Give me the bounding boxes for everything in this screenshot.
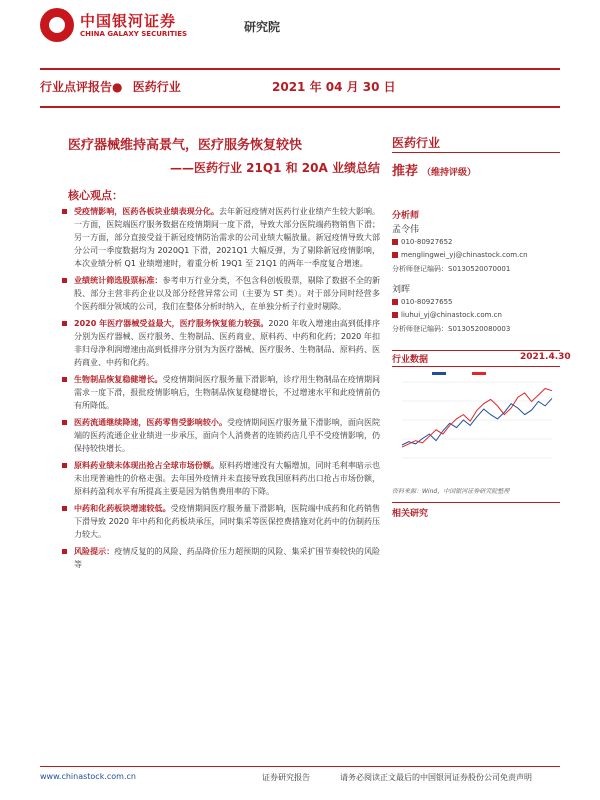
data-rule-bottom (392, 366, 560, 367)
analyst-cert-text: 分析师登记编码：S0130520070001 (392, 265, 511, 273)
analyst-phone-text: 010-80927652 (401, 238, 453, 246)
bullet-text: 疫情反复的的风险、药品降价压力超预期的风险、集采扩围节奏较快的风险等 (74, 547, 381, 569)
related-research-heading: 相关研究 (392, 509, 429, 519)
analyst-email-text[interactable]: menglingwei_yj@chinastock.com.cn (401, 251, 528, 259)
logo-chinese-name: 中国银河证券 (80, 12, 177, 30)
rating (392, 160, 476, 179)
logo-english-name: CHINA GALAXY SECURITIES (80, 30, 188, 38)
list-item (62, 205, 380, 270)
header-rule-bottom (40, 106, 560, 108)
footer-disclaimer: 请务必阅读正文最后的中国银河证券股份公司免责声明 (340, 773, 532, 782)
series-line (402, 389, 552, 448)
analyst-phone (392, 238, 453, 246)
analyst-cert (392, 324, 510, 334)
analyst-phone-text: 010-80927655 (401, 298, 453, 306)
header-rule-top (40, 68, 560, 70)
analyst-email (392, 251, 528, 259)
bullet-text: 2020 年收入增速由高到低排序分别为医疗器械、医疗服务、生物制品、医药商业、原料药、中药和化药；2020 年扣非归母净利润增速由高到低排序分别为为医疗器械、医疗服务、生物制品、原料药、医药商业、中药和化药。 (74, 319, 380, 367)
bullet-icon (62, 549, 67, 554)
bullet-icon (62, 209, 67, 214)
analyst-name: 孟令伟 (392, 225, 420, 235)
list-item (62, 373, 380, 412)
report-subtitle: ——医药行业 21Q1 和 20A 业绩总结 (170, 161, 380, 175)
industry-data-date: 2021.4.30 (520, 352, 571, 362)
chart-source: 资料来源：Wind，中国银河证券研究院整理 (392, 488, 510, 495)
bullet-lead: 业绩统计筛选股票标准： (74, 276, 163, 285)
bullet-text: 受疫情期间医疗服务量下滑影响，面向医院端的医药流通企业业绩进一步承压，面向个人消费者的连锁药店几乎不受疫情影响，仍保持较快增长。 (74, 418, 381, 453)
bullet-lead: 受疫情影响，医药各板块业绩表现分化。 (74, 207, 219, 216)
analyst-cert-text: 分析师登记编码：S0130520080003 (392, 325, 511, 333)
bullet-text: 受疫情期间医疗服务量下滑影响，诊疗用生物制品在疫情期间需求一度下滑，报批疫情影响后，生物制品恢复稳健增长，不过增速水平和此疫情前仍有所降低。 (74, 375, 380, 410)
list-item (62, 416, 380, 455)
bullet-lead: 风险提示： (74, 547, 115, 556)
company-logo (40, 8, 281, 44)
bullet-lead: 医药流通继续降速，医药零售受影响较小。 (74, 418, 228, 427)
footer-url[interactable]: www.chinastock.com.cn (40, 772, 136, 781)
list-item (62, 459, 380, 498)
bullet-icon (62, 377, 67, 382)
bullet-icon (62, 321, 67, 326)
industry-index-chart (392, 368, 560, 468)
bullet-text: 受疫情期间医疗服务量下滑影响，医院端中成药和化药销售下滑导致 2020 年中药和化药板块承压，同时集采等医保控费措施对化药中的仿制药压力较大。 (74, 504, 381, 539)
chart-lines (402, 389, 552, 448)
email-icon (392, 252, 398, 258)
list-item (62, 502, 380, 541)
list-item (62, 545, 380, 571)
sidebar-sector: 医药行业 (392, 136, 441, 150)
report-date: 2021 年 04 月 30 日 (272, 80, 396, 94)
list-item (62, 274, 380, 313)
related-rule (392, 502, 560, 503)
analyst-phone (392, 298, 453, 306)
chart-legend (432, 372, 486, 375)
bullet-text: 去年新冠疫情对医药行业业绩产生较大影响。一方面，医院端医疗服务数据在疫情期间一度下滑，导致大部分医院端药物销售下滑；另一方面，部分直接受益于新冠疫情防治需求的公司业绩大幅放量。新冠疫情导致大部分公司一季度数据均为 2020Q1 下滑，2021Q1 大幅反弹，为了剔除新冠疫情影响，本次业绩分析 Q1 业绩增速时，着重分析 19Q1 至 21Q1 的两年一季度复合增速。 (74, 207, 381, 268)
analyst-heading: 分析师 (392, 211, 420, 221)
bullet-lead: 生物制品恢复稳健增长。 (74, 375, 163, 384)
chart-grid (402, 382, 552, 458)
institute-label: 研究院 (244, 20, 281, 34)
bullet-icon (62, 278, 67, 283)
header-industry: 医药行业 (132, 80, 181, 94)
report-type: 行业点评报告 (40, 80, 113, 94)
galaxy-logo-icon (40, 8, 74, 42)
data-rule-top (392, 350, 560, 351)
bullet-icon (62, 463, 67, 468)
header-separator: ● (112, 80, 123, 94)
series-line (402, 398, 552, 445)
footer-rule (40, 766, 560, 767)
rating-note: （维持评级） (422, 168, 477, 178)
list-item (62, 317, 380, 369)
report-title: 医疗器械维持高景气，医疗服务恢复较快 (68, 138, 303, 153)
bullet-lead: 中药和化药板块增速较低。 (74, 504, 171, 513)
analyst-name: 刘晖 (392, 285, 411, 295)
phone-icon (392, 239, 398, 245)
bullet-lead: 原料药业绩未体现出抢占全球市场份额。 (74, 461, 219, 470)
bullet-icon (62, 420, 67, 425)
bullet-lead: 2020 年医疗器械受益最大，医疗服务恢复能力较强。 (74, 319, 269, 328)
industry-data-title: 行业数据 (392, 355, 429, 365)
legend-swatch (432, 372, 446, 375)
bullet-text: 参考申万行业分类，不包含科创板股票，剔除了数据不全的新股、部分主营非药企业以及部分经营异常公司（主要为 ST 类）。对于部分同时经营多个医药细分领域的公司，我们在整体分析时纳入，在单独分析子行业时剔除。 (74, 276, 380, 311)
footer-center: 证券研究报告 (262, 773, 310, 782)
analyst-email-text[interactable]: liuhui_yj@chinastock.com.cn (401, 311, 502, 319)
report-header-bar (40, 78, 560, 100)
bullet-text: 原料药增速没有大幅增加，同时毛利率暗示也未出现普遍性的价格走强。去年国外疫情并未直接导致我国原料药出口抢占市场份额，原料药盈利水平有所提高主要是因为销售费用率的下降。 (74, 461, 381, 496)
phone-icon (392, 299, 398, 305)
key-points-list (62, 205, 380, 575)
core-views-heading: 核心观点： (68, 189, 123, 202)
analyst-email (392, 311, 502, 319)
analyst-cert (392, 264, 510, 274)
legend-swatch (472, 372, 486, 375)
email-icon (392, 312, 398, 318)
rating-value: 推荐 (392, 164, 419, 179)
sidebar-rule (392, 152, 560, 153)
bullet-icon (62, 506, 67, 511)
